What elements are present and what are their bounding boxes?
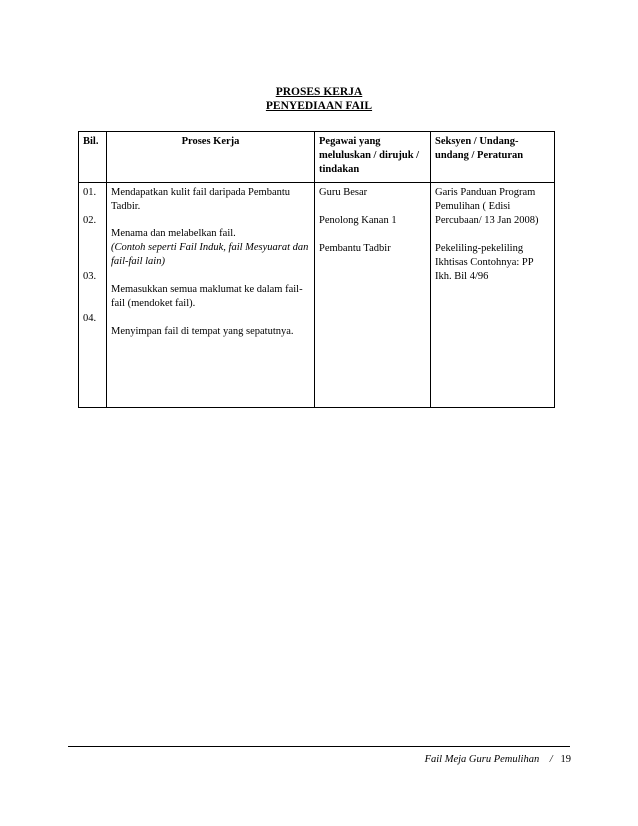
officer-text: Penolong Kanan 1 — [319, 215, 397, 226]
footer-divider — [68, 746, 570, 747]
references-cell — [431, 183, 555, 408]
document-title: PROSES KERJA — [275, 86, 363, 98]
reference-text: Pekeliling-pekeliling Ikhtisas Contohnya: PP Ikh. Bil 4/96 — [435, 243, 534, 282]
numbers-cell — [79, 183, 107, 408]
step-number: 04. — [83, 313, 97, 324]
header-bil: Bil. — [79, 132, 107, 183]
step-text: Memasukkan semua maklumat ke dalam fail-fail (mendoket fail). — [111, 284, 303, 309]
step-number: 01. — [83, 187, 97, 198]
officers-cell — [315, 183, 431, 408]
process-table — [78, 131, 555, 408]
step-number: 02. — [83, 215, 97, 226]
step-text: Menyimpan fail di tempat yang sepatutnya. — [111, 326, 294, 337]
table-row — [79, 183, 555, 408]
header-pegawai: Pegawai yang meluluskan / dirujuk / tindakan — [315, 132, 431, 183]
footer-separator: / — [549, 754, 553, 765]
officer-text: Pembantu Tadbir — [319, 243, 391, 254]
page-number: 19 — [560, 754, 571, 765]
table-header-row — [79, 132, 555, 183]
step-note: (Contoh seperti Fail Induk, fail Mesyuarat dan fail-fail lain) — [111, 242, 309, 267]
document-subtitle: PENYEDIAAN FAIL — [265, 100, 373, 112]
reference-text: Garis Panduan Program Pemulihan ( Edisi Percubaan/ 13 Jan 2008) — [435, 187, 539, 226]
header-proses-kerja: Proses Kerja — [107, 132, 315, 183]
step-text: Menama dan melabelkan fail. — [111, 228, 236, 239]
steps-cell — [107, 183, 315, 408]
page-footer — [425, 753, 571, 767]
header-seksyen: Seksyen / Undang-undang / Peraturan — [431, 132, 555, 183]
step-text: Mendapatkan kulit fail daripada Pembantu Tadbir. — [111, 187, 291, 212]
step-number: 03. — [83, 271, 97, 282]
officer-text: Guru Besar — [319, 187, 368, 198]
footer-text: Fail Meja Guru Pemulihan — [424, 754, 540, 765]
